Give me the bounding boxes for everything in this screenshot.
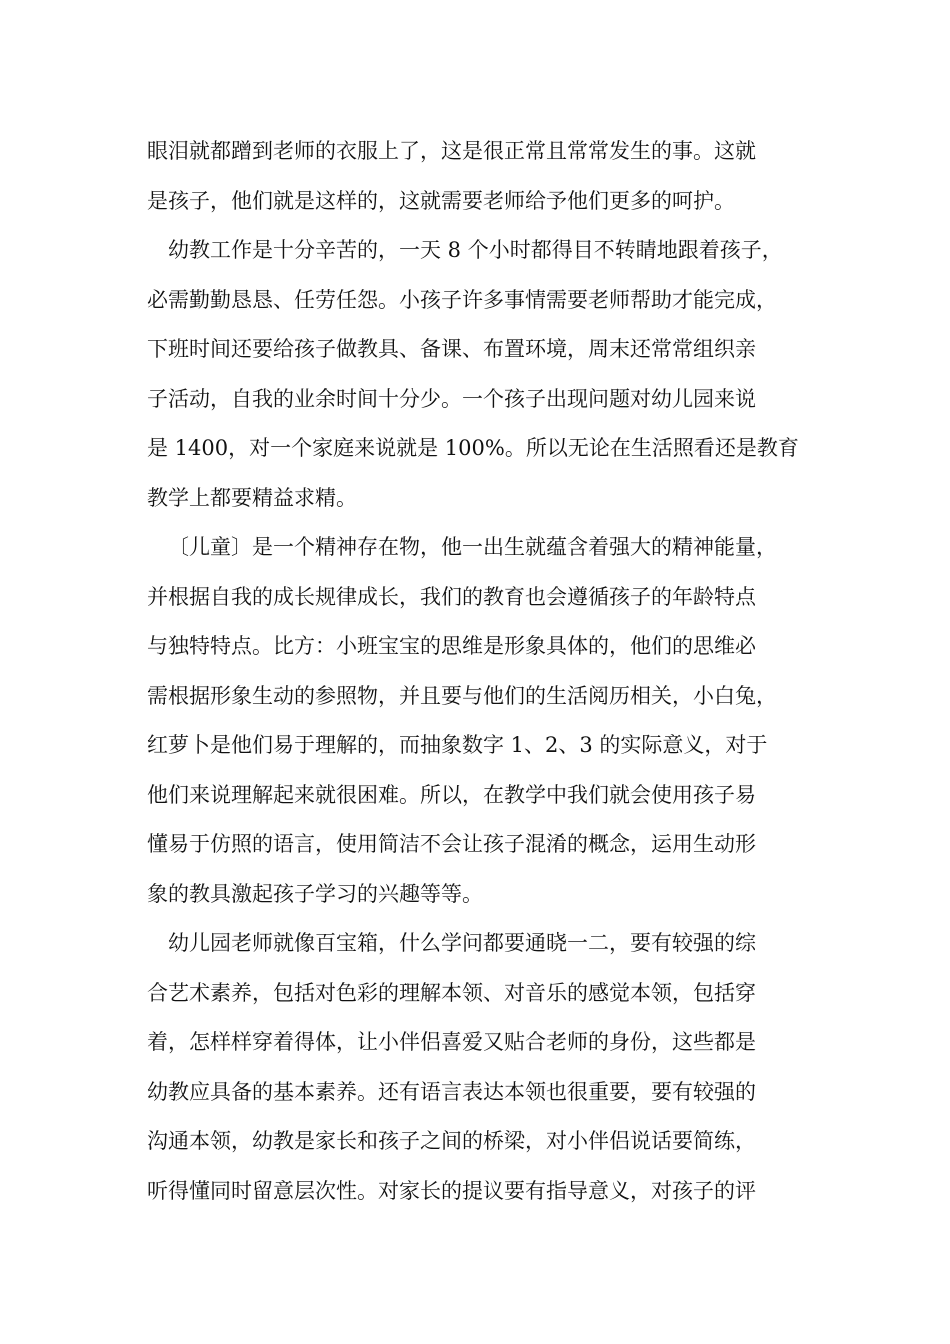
paragraph-first-line: 〔儿童〕是一个精神存在物，他一出生就蕴含着强大的精神能量， xyxy=(168,535,777,559)
text-line: 着，怎样样穿着得体，让小伴侣喜爱又贴合老师的身份，这些都是 xyxy=(147,1030,756,1054)
paragraph-first-line: 幼儿园老师就像百宝箱，什么学问都要通晓一二，要有较强的综 xyxy=(168,931,756,955)
text-line: 子活动，自我的业余时间十分少。一个孩子出现问题对幼儿园来说 xyxy=(147,386,756,411)
text-line: 教学上都要精益求精。 xyxy=(147,485,357,510)
text-line: 懂易于仿照的语言，使用简洁不会让孩子混淆的概念，运用生动形 xyxy=(147,832,756,856)
text-line: 与独特特点。比方：小班宝宝的思维是形象具体的，他们的思维必 xyxy=(147,634,756,658)
text-line: 下班时间还要给孩子做教具、备课、布置环境，周末还常常组织亲 xyxy=(147,337,756,361)
text-line: 并根据自我的成长规律成长，我们的教育也会遵循孩子的年龄特点 xyxy=(147,584,756,609)
text-line: 听得懂同时留意层次性。对家长的提议要有指导意义，对孩子的评 xyxy=(147,1178,756,1203)
text-line: 是孩子，他们就是这样的，这就需要老师给予他们更多的呵护。 xyxy=(147,188,735,213)
text-line: 红萝卜是他们易于理解的，而抽象数字 1、2、3 的实际意义，对于 xyxy=(147,733,768,757)
text-line: 幼教应具备的基本素养。还有语言表达本领也很重要，要有较强的 xyxy=(147,1079,756,1104)
text-line: 沟通本领，幼教是家长和孩子之间的桥梁，对小伴侣说话要简练， xyxy=(147,1129,756,1153)
text-line: 他们来说理解起来就很困难。所以，在教学中我们就会使用孩子易 xyxy=(147,782,756,807)
text-line: 需根据形象生动的参照物，并且要与他们的生活阅历相关，小白兔， xyxy=(147,683,777,708)
text-line: 是 1400，对一个家庭来说就是 100%。所以无论在生活照看还是教育 xyxy=(147,436,799,460)
text-line: 合艺术素养，包括对色彩的理解本领、对音乐的感觉本领，包括穿 xyxy=(147,980,756,1005)
paragraph-first-line: 幼教工作是十分辛苦的，一天 8 个小时都得目不转睛地跟着孩子， xyxy=(168,238,783,262)
text-line: 眼泪就都蹭到老师的衣服上了，这是很正常且常常发生的事。这就 xyxy=(147,139,756,163)
body-text xyxy=(147,127,830,1216)
text-line: 必需勤勤恳恳、任劳任怨。小孩子许多事情需要老师帮助才能完成， xyxy=(147,287,777,312)
text-line: 象的教具激起孩子学习的兴趣等等。 xyxy=(147,881,483,906)
